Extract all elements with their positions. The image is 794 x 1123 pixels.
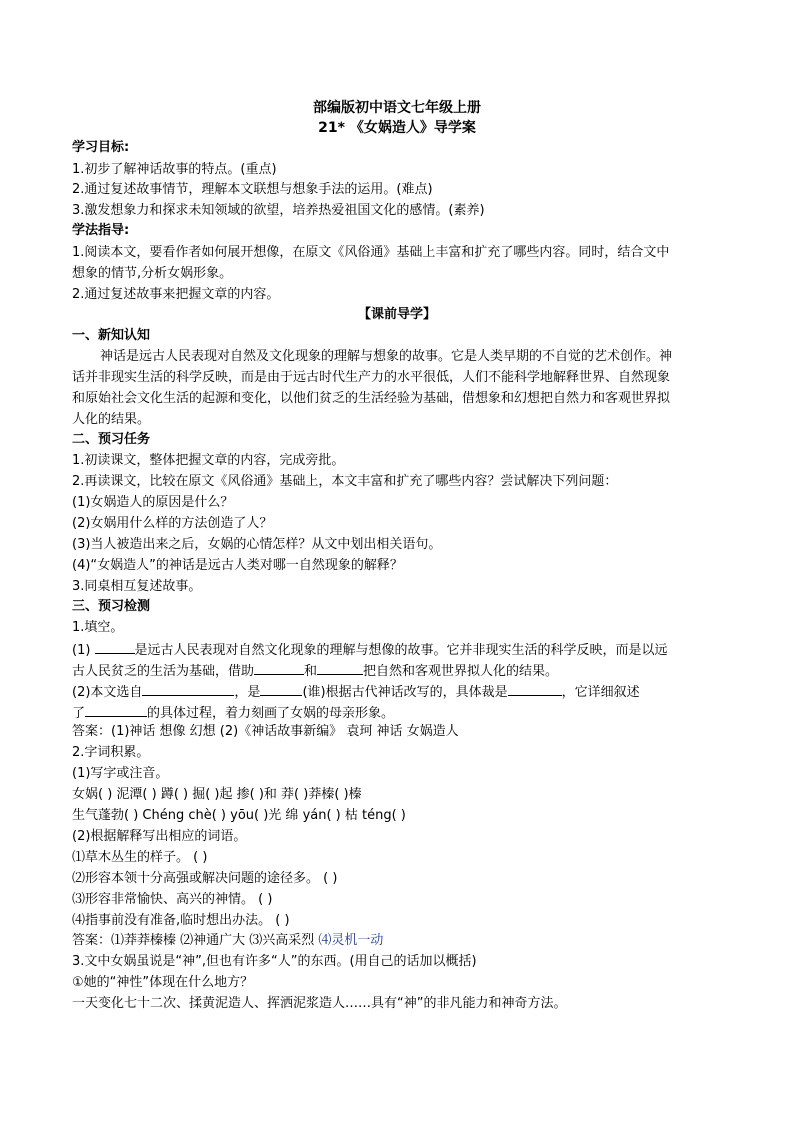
task-item: 3.同桌相互复述故事。 bbox=[72, 579, 202, 594]
fill-blank-line: (2)本文选自 ，是 (谁)根据古代神话改写的，具体裁是 ，它详细叙述 bbox=[72, 681, 722, 701]
subsection-label: 1.填空。 bbox=[72, 620, 124, 635]
paragraph-line: 话并非现实生活的科学反映，而是由于远古时代生产力的水平很低，人们不能科学地解释世界、自然现象 bbox=[72, 370, 671, 385]
section-heading: 一、新知认知 bbox=[72, 328, 151, 343]
paragraph-line: 人化的结果。 bbox=[72, 412, 151, 427]
blank[interactable] bbox=[85, 702, 147, 717]
definition-item: ⑷指事前没有准备,临时想出办法。 ( ) bbox=[72, 913, 290, 928]
blank[interactable] bbox=[95, 639, 135, 654]
task-item: 1.初读课文，整体把握文章的内容，完成旁批。 bbox=[72, 453, 345, 468]
answer-line: 答案：(1)神话 想像 幻想 (2)《神话故事新编》 袁珂 神话 女娲造人 bbox=[72, 724, 459, 739]
goal-item: 2.通过复述故事情节，理解本文联想与想象手法的运用。(难点) bbox=[72, 182, 433, 197]
answer-line: 一天变化七十二次、揉黄泥造人、挥洒泥浆造人……具有“神”的非凡能力和神奇方法。 bbox=[72, 996, 567, 1011]
answer-line: 答案：⑴莽莽榛榛 ⑵神通广大 ⑶兴高采烈 ⑷灵机一动 bbox=[72, 933, 384, 948]
pinyin-line: 女娲( ) 泥潭( ) 蹲( ) 掘( )起 掺( )和 莽( )莽榛( )榛 bbox=[72, 787, 362, 802]
goal-item: 1.初步了解神话故事的特点。(重点) bbox=[72, 162, 277, 177]
section-heading: 学习目标: bbox=[72, 140, 130, 155]
goal-item: 3.激发想象力和探求未知领域的欲望，培养热爱祖国文化的感情。(素养) bbox=[72, 203, 485, 218]
fill-blank-line: (1) 是远古人民表现对自然文化现象的理解与想像的故事。它并非现实生活的科学反映，而是以远 bbox=[72, 639, 722, 659]
method-item: 想象的情节,分析女娲形象。 bbox=[72, 266, 233, 281]
method-item: 1.阅读本文，要看作者如何展开想像，在原文《风俗通》基础上丰富和扩充了哪些内容。同时，结合文中 bbox=[72, 245, 670, 260]
method-item: 2.通过复述故事来把握文章的内容。 bbox=[72, 287, 280, 302]
paragraph-line: 和原始社会文化生活的起源和变化，以他们贫乏的生活经验为基础，借想象和幻想把自然力和客观世界拟 bbox=[72, 391, 671, 406]
task-item: (1)女娲造人的原因是什么？ bbox=[72, 495, 234, 510]
subsection-label: (2)根据解释写出相应的词语。 bbox=[72, 829, 247, 844]
blank[interactable] bbox=[142, 681, 234, 696]
document-title: 部编版初中语文七年级上册 bbox=[313, 100, 481, 116]
part-heading: 【课前导学】 bbox=[357, 307, 436, 322]
question-item: 3.文中女娲虽说是“神”,但也有许多“人”的东西。(用自己的话加以概括) bbox=[72, 954, 477, 969]
task-item: (4)“女娲造人”的神话是远古人类对哪一自然现象的解释？ bbox=[72, 558, 403, 573]
fill-blank-line: 古人民贫乏的生活为基础，借助 和 把自然和客观世界拟人化的结果。 bbox=[72, 660, 722, 680]
fill-blank-line: 了 的具体过程，着力刻画了女娲的母亲形象。 bbox=[72, 702, 722, 722]
lesson-title: 21* 《女娲造人》导学案 bbox=[318, 120, 476, 136]
pinyin-line: 生气蓬勃( ) Chéng chè( ) yōu( )光 绵 yán( ) 枯 téng( ) bbox=[72, 808, 406, 823]
blank[interactable] bbox=[317, 660, 363, 675]
blank[interactable] bbox=[260, 681, 302, 696]
task-item: (2)女娲用什么样的方法创造了人？ bbox=[72, 516, 273, 531]
definition-item: ⑵形容本领十分高强或解决问题的途径多。 ( ) bbox=[72, 871, 338, 886]
section-heading: 二、预习任务 bbox=[72, 432, 151, 447]
section-heading: 三、预习检测 bbox=[72, 599, 151, 614]
definition-item: ⑴草木丛生的样子。 ( ) bbox=[72, 850, 208, 865]
task-item: (3)当人被造出来之后，女娲的心情怎样？从文中划出相关语句。 bbox=[72, 537, 442, 552]
question-item: ①她的“神性”体现在什么地方？ bbox=[72, 975, 254, 990]
paragraph-line: 神话是远古人民表现对自然及文化现象的理解与想象的故事。它是人类早期的不自觉的艺术创作。神 bbox=[100, 349, 673, 364]
subsection-label: (1)写字或注音。 bbox=[72, 766, 169, 781]
blank[interactable] bbox=[508, 681, 562, 696]
blank[interactable] bbox=[254, 660, 304, 675]
subsection-label: 2.字词积累。 bbox=[72, 745, 150, 760]
definition-item: ⑶形容非常愉快、高兴的神情。 ( ) bbox=[72, 892, 273, 907]
task-item: 2.再读课文，比较在原文《风俗通》基础上，本文丰富和扩充了哪些内容？尝试解决下列问题： bbox=[72, 474, 618, 489]
section-heading: 学法指导: bbox=[72, 223, 130, 238]
